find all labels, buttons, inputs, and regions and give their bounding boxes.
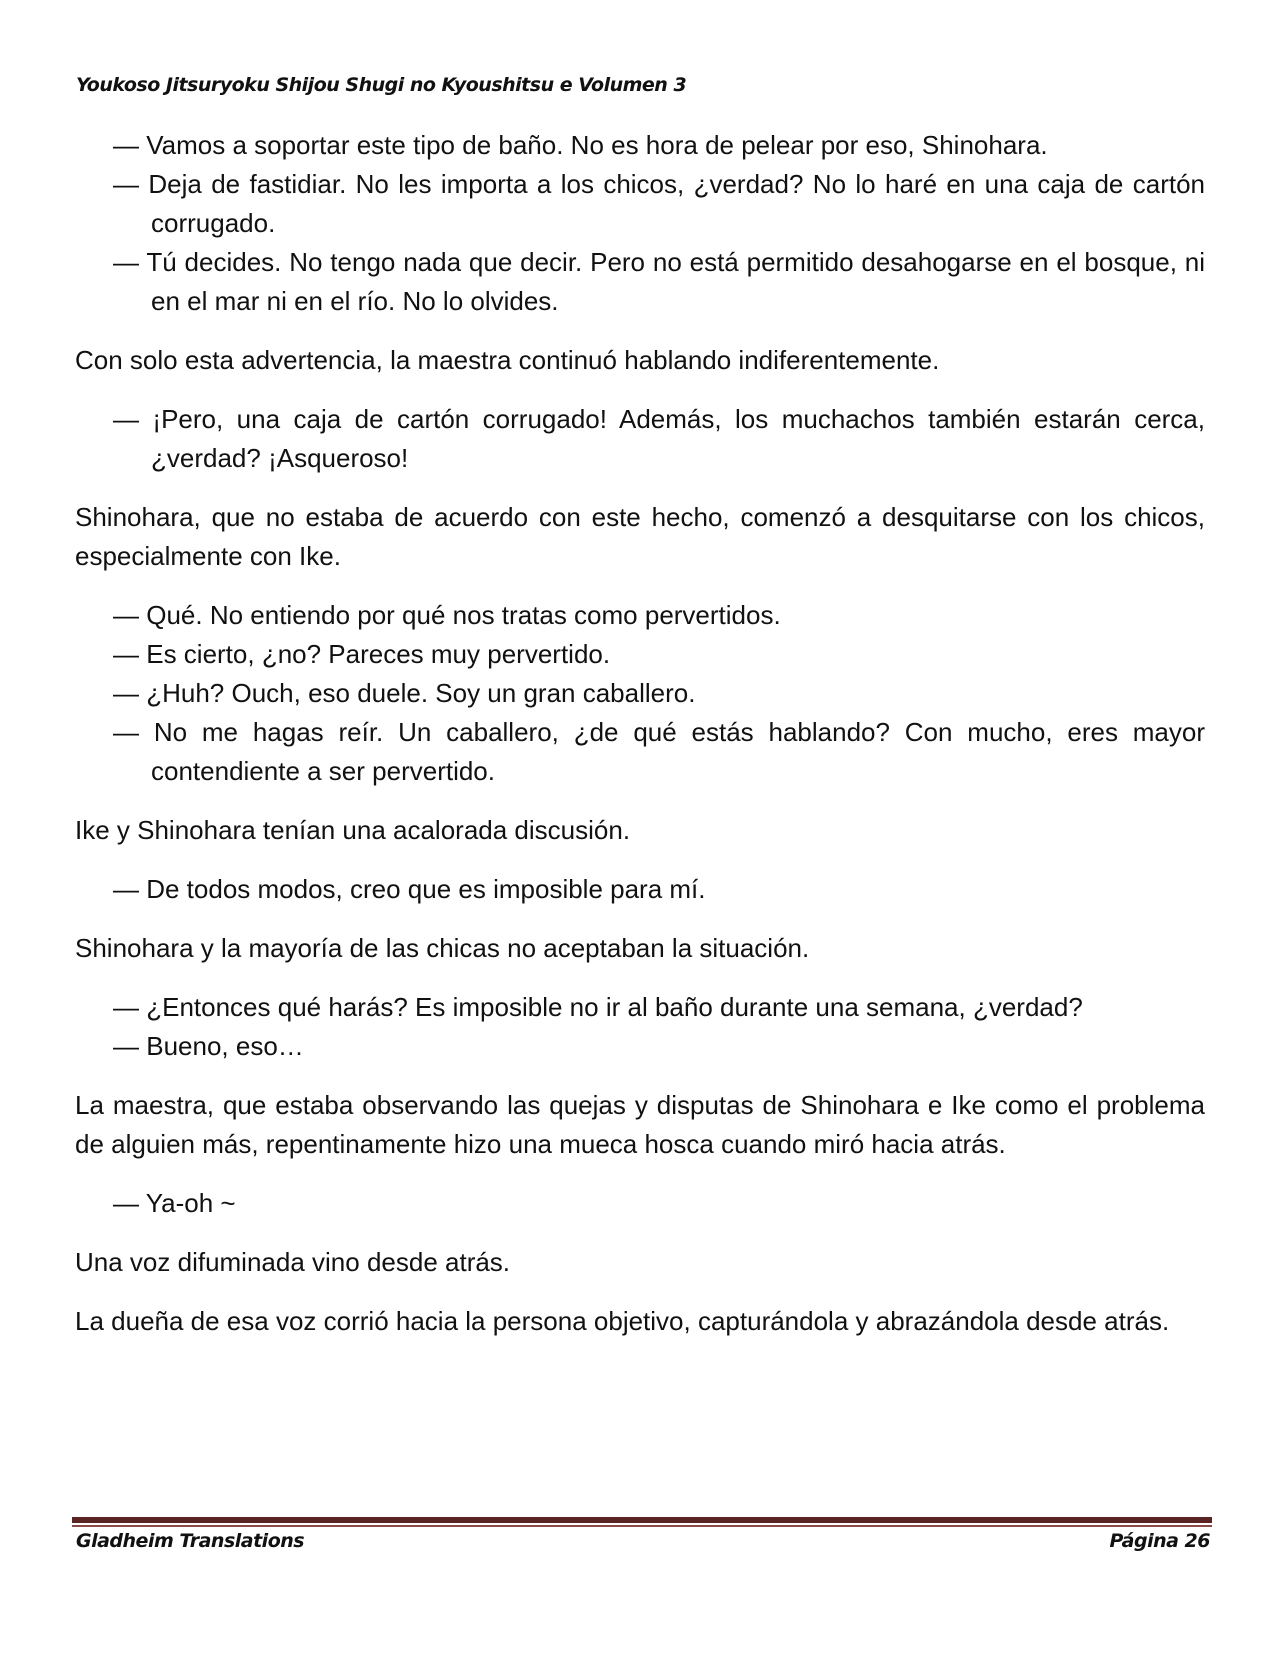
paragraph: Una voz difuminada vino desde atrás. <box>75 1247 511 1277</box>
footer-divider <box>72 1517 1212 1525</box>
paragraph: Shinohara, que no estaba de acuerdo con este hecho, comenzó a desquitarse con los chicos, especialmente con Ike. <box>75 502 1205 571</box>
dialogue-block <box>75 870 1205 909</box>
dialogue-line: — Es cierto, ¿no? Pareces muy pervertido. <box>113 639 611 669</box>
dialogue-line: — Bueno, eso… <box>113 1031 304 1061</box>
paragraph: Con solo esta advertencia, la maestra continuó hablando indiferentemente. <box>75 345 940 375</box>
dialogue-block <box>75 1184 1205 1223</box>
page-body <box>75 126 1205 1361</box>
dialogue-block <box>75 126 1205 321</box>
paragraph: La dueña de esa voz corrió hacia la persona objetivo, capturándola y abrazándola desde atrás. <box>75 1306 1170 1336</box>
dialogue-line: — No me hagas reír. Un caballero, ¿de qué estás hablando? Con mucho, eres mayor contendiente a ser pervertido. <box>113 717 1205 786</box>
dialogue-line: — Tú decides. No tengo nada que decir. Pero no está permitido desahogarse en el bosque, ni en el mar ni en el río. No lo olvides. <box>113 247 1205 316</box>
dialogue-block <box>75 400 1205 478</box>
dialogue-line: — ¿Huh? Ouch, eso duele. Soy un gran caballero. <box>113 678 696 708</box>
paragraph: Ike y Shinohara tenían una acalorada discusión. <box>75 815 631 845</box>
running-header: Youkoso Jitsuryoku Shijou Shugi no Kyoushitsu e Volumen 3 <box>76 74 687 96</box>
dialogue-line: — Deja de fastidiar. No les importa a los chicos, ¿verdad? No lo haré en una caja de cartón corrugado. <box>113 169 1205 238</box>
page-number: Página 26 <box>1109 1530 1210 1552</box>
dialogue-line: — De todos modos, creo que es imposible para mí. <box>113 874 706 904</box>
paragraph: Shinohara y la mayoría de las chicas no aceptaban la situación. <box>75 933 810 963</box>
dialogue-block <box>75 988 1205 1066</box>
dialogue-line: — ¡Pero, una caja de cartón corrugado! Además, los muchachos también estarán cerca, ¿verdad? ¡Asqueroso! <box>113 404 1205 473</box>
dialogue-line: — Qué. No entiendo por qué nos tratas como pervertidos. <box>113 600 781 630</box>
dialogue-block <box>75 596 1205 791</box>
dialogue-line: — Vamos a soportar este tipo de baño. No es hora de pelear por eso, Shinohara. <box>113 130 1048 160</box>
footer-credit: Gladheim Translations <box>76 1530 305 1552</box>
paragraph: La maestra, que estaba observando las quejas y disputas de Shinohara e Ike como el problema de alguien más, repentinamente hizo una mueca hosca cuando miró hacia atrás. <box>75 1090 1205 1159</box>
dialogue-line: — ¿Entonces qué harás? Es imposible no ir al baño durante una semana, ¿verdad? <box>113 992 1083 1022</box>
dialogue-line: — Ya-oh ~ <box>113 1188 236 1218</box>
